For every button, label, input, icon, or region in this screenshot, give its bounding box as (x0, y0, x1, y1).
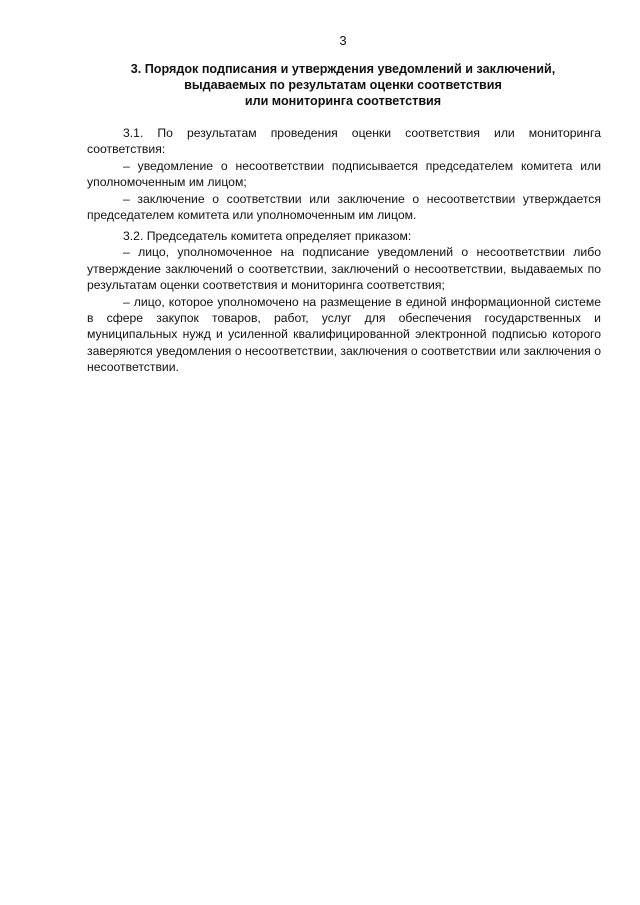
section-heading-line-1: 3. Порядок подписания и утверждения уведомлений и заключений, (130, 62, 556, 76)
section-3-2-item-placing-person: – лицо, которое уполномочено на размещение в единой информационной системе в сфере закупок товаров, работ, услуг для обеспечения государственных и муниципальных нужд и усиленной квалифицированной электронной подписью которого заверяются уведомления о несоответствии, заключения о соответствии или заключения о несоответствии. (87, 294, 601, 375)
section-3-1-item-conclusion: – заключение о соответствии или заключение о несоответствии утверждается председателем комитета или уполномоченным им лицом. (87, 191, 601, 223)
section-3-2-item-signing-person: – лицо, уполномоченное на подписание уведомлений о несоответствии либо утверждение заключений о соответствии, заключений о несоответствии, выдаваемых по результатам оценки соответствия и мониторинга соответствия; (87, 245, 601, 293)
page-number: 3 (339, 33, 347, 48)
section-heading-line-2: выдаваемых по результатам оценки соответствия (184, 78, 502, 92)
section-heading-line-3: или мониторинга соответствия (244, 94, 442, 108)
section-3-2 (87, 228, 601, 376)
section-heading (86, 61, 600, 109)
section-3-1 (87, 125, 601, 223)
section-3-1-intro: 3.1. По результатам проведения оценки соответствия или мониторинга соответствия: (87, 126, 601, 157)
section-3-1-item-notice: – уведомление о несоответствии подписывается председателем комитета или уполномоченным им лицом; (87, 158, 601, 190)
section-3-2-intro: 3.2. Председатель комитета определяет приказом: (123, 229, 412, 243)
